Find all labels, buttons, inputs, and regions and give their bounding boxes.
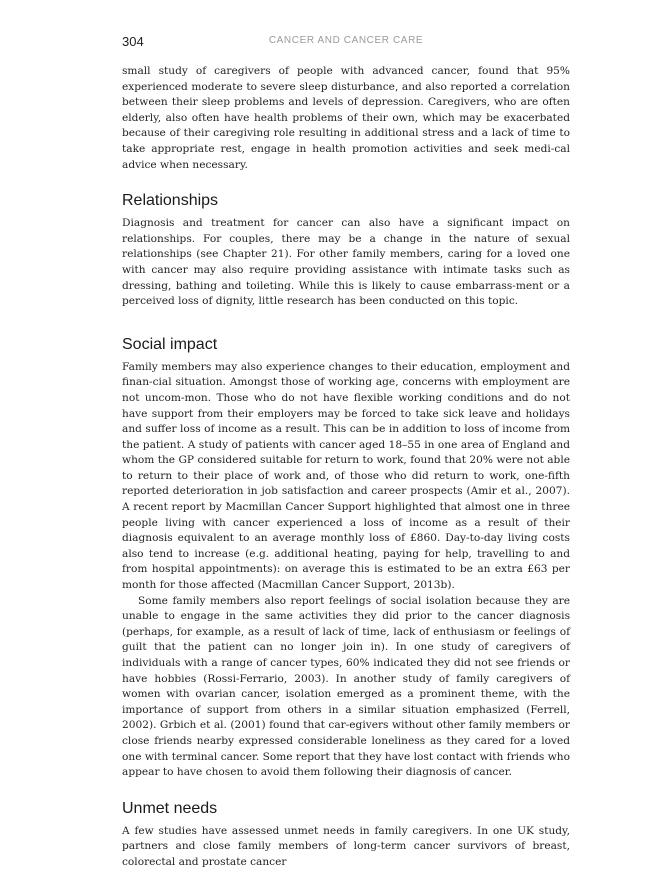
running-head: CANCER AND CANCER CARE <box>268 35 424 46</box>
relationships-paragraph: Diagnosis and treatment for cancer can also have a significant impact on relationships. For couples, there may be a change in the nature of sexual relationships (see Chapter 21). For other family members, caring for a loved one with cancer may also require providing assistance with intimate tasks such as dressing, bathing and toileting. While this is likely to cause embarrass-ment or a perceived loss of dignity, little research has been conducted on this topic. <box>122 217 570 308</box>
unmet-needs-paragraph: A few studies have assessed unmet needs in family caregivers. In one UK study, partners and close family members of long-term cancer survivors of breast, colorectal and prostate cancer <box>122 824 570 868</box>
heading-social-impact: Social impact <box>122 335 218 353</box>
page-number: 304 <box>122 34 144 49</box>
intro-paragraph: small study of caregivers of people with advanced cancer, found that 95% experienced moderate to severe sleep disturbance, and also reported a correlation between their sleep problems and levels of depression. Caregivers, who are often elderly, also often have health problems of their own, which may be exacerbated because of their caregiving role resulting in additional stress and a lack of time to take appropriate rest, engage in health promotion activities and seek medi-cal advice when necessary. <box>122 65 570 171</box>
main-text <box>122 64 570 871</box>
page-header <box>122 34 570 50</box>
heading-unmet-needs: Unmet needs <box>122 799 218 817</box>
heading-relationships: Relationships <box>122 192 219 210</box>
social-impact-paragraph-1: Family members may also experience changes to their education, employment and finan-cial situation. Amongst those of working age, concerns with employment are not uncom-mon. Those who do not have flexible working conditions and do not have support from their employers may be forced to take sick leave and holidays and suffer loss of income as a result. This can be in addition to loss of income from the patient. A study of patients with cancer aged 18–55 in one area of England and whom the GP considered suitable for return to work, found that 20% were not able to return to their place of work and, of those who did return to work, one-fifth reported deterioration in job satisfaction and career prospects (Amir et al., 2007). A recent report by Macmillan Cancer Support highlighted that almost one in three people living with cancer experienced a loss of income as a result of their diagnosis equivalent to an average monthly loss of £860. Day-to-day living costs also tend to increase (e.g. additional heating, paying for help, travelling to and from hospital appointments): on average this is estimated to be an extra £63 per month for those affected (Macmillan Cancer Support, 2013b). <box>122 360 570 592</box>
social-impact-paragraph-2: Some family members also report feelings of social isolation because they are unable to engage in the same activities they did prior to the cancer diagnosis (perhaps, for example, as a result of lack of time, lack of enthusiasm or feelings of guilt that the patient can no longer join in). In one study of caregivers of individuals with a range of cancer types, 60% indicated they did not see friends or have hobbies (Rossi-Ferrario, 2003). In another study of family caregivers of women with ovarian cancer, isolation emerged as a prominent theme, with the importance of support from others in a similar situation emphasized (Ferrell, 2002). Grbich et al. (2001) found that car-egivers without other family members or close friends nearby expressed considerable loneliness as they cared for a loved one with terminal cancer. Some report that they have lost contact with friends who appear to have chosen to avoid them following their diagnosis of cancer. <box>122 594 570 779</box>
